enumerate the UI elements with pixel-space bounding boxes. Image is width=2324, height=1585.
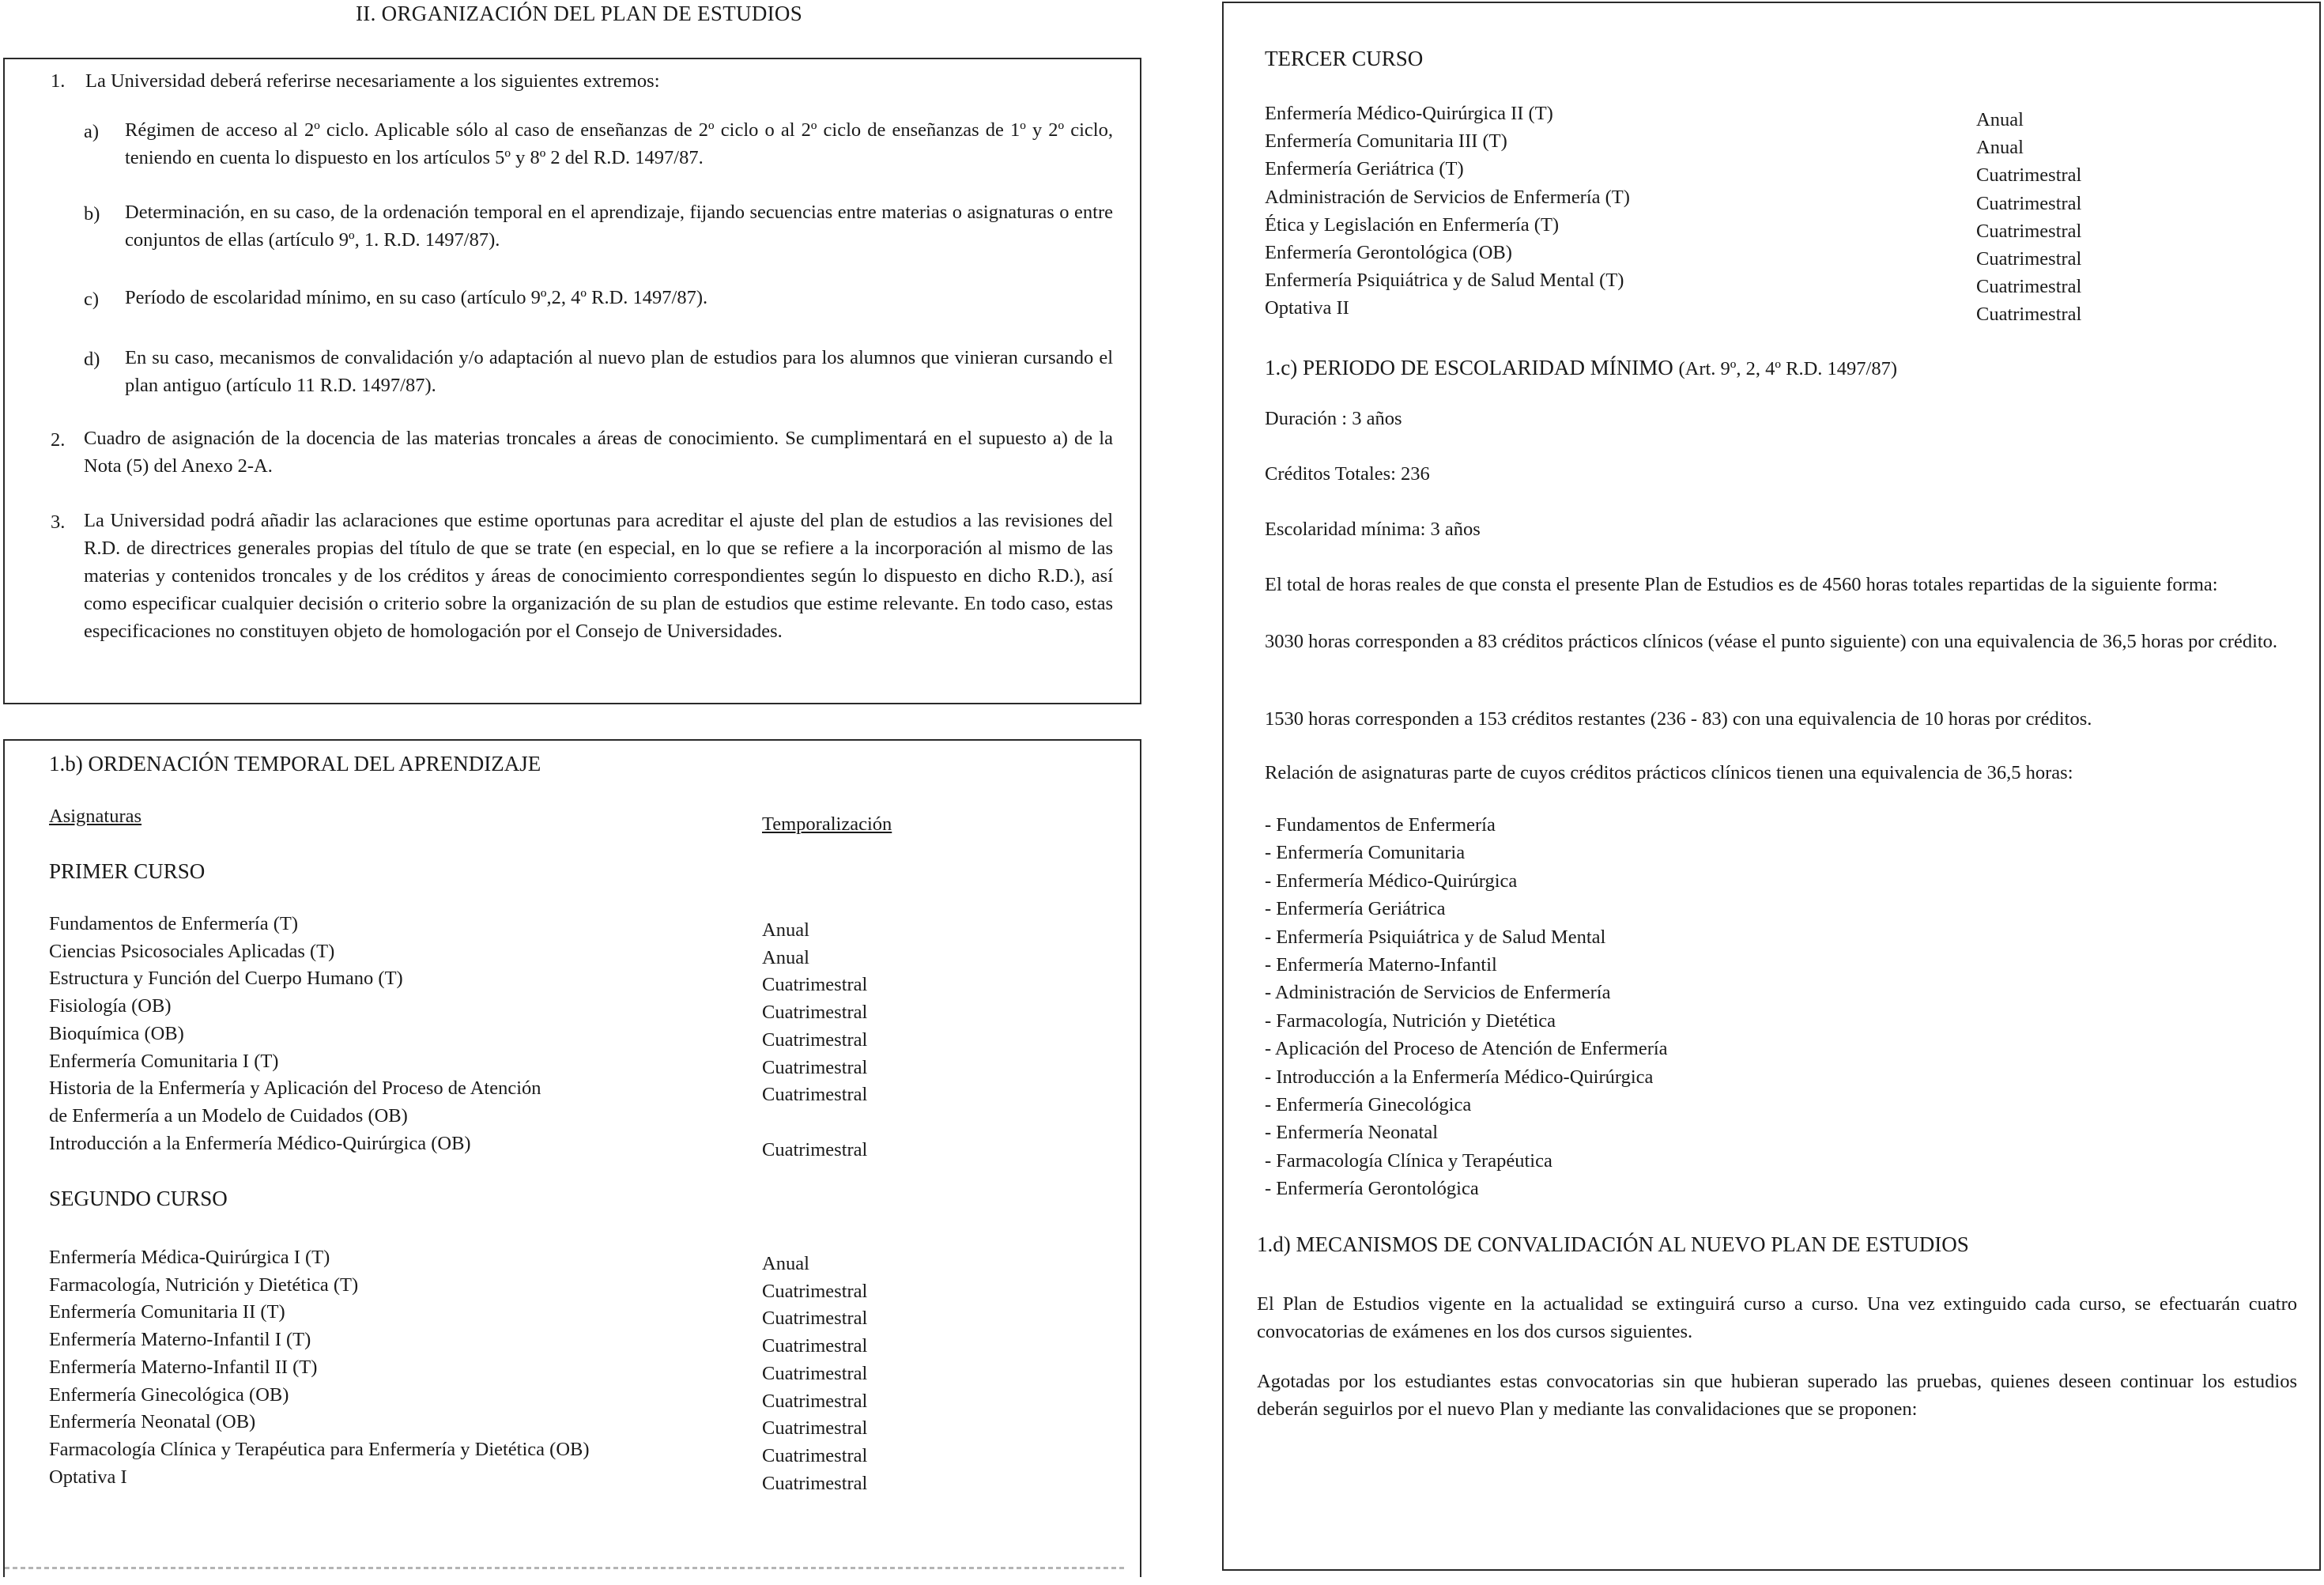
- subject-name: Farmacología, Nutrición y Dietética (T): [49, 1274, 359, 1296]
- subject-temporalizacion: Cuatrimestral: [762, 1308, 868, 1330]
- subject-name: Enfermería Geriátrica (T): [1265, 158, 1464, 180]
- subject-temporalizacion: Cuatrimestral: [762, 1280, 868, 1302]
- note-item-text: En su caso, mecanismos de convalidación y/o adaptación al nuevo plan de estudios para los alumnos que vinieran cursando el plan antiguo (artículo 11 R.D. 1497/87).: [125, 347, 1113, 396]
- subject-name: Introducción a la Enfermería Médico-Quirúrgica (OB): [49, 1132, 471, 1154]
- subject-name: Optativa I: [49, 1466, 127, 1488]
- subject-temporalizacion: Anual: [762, 946, 809, 968]
- escolaridad-minima-text: Escolaridad mínima: 3 años: [1265, 519, 1481, 540]
- subject-name: de Enfermería a un Modelo de Cuidados (OB): [49, 1104, 408, 1126]
- ordenacion-box: [3, 739, 1141, 1577]
- note-3-text: La Universidad podrá añadir las aclaraciones que estime oportunas para acreditar el ajuste del plan de estudios a las revisiones del R.D. de directrices generales propias del título de que se trate (en especial, en lo que se refiere a la incorporación al mismo de las materias y contenidos troncales y de los créditos y áreas de conocimiento correspondientes según lo dispuesto en dicho R.D.), así como especificar cualquier decisión o criterio sobre la organización de su plan de estudios que estime relevante. En todo caso, estas especificaciones no constituyen objeto de homologación por el Consejo de Universidades.: [84, 510, 1113, 642]
- escolaridad-heading: [1265, 356, 1897, 380]
- subject-temporalizacion: Cuatrimestral: [762, 1335, 868, 1357]
- subject-temporalizacion: Cuatrimestral: [762, 1028, 868, 1051]
- subject-name: Ciencias Psicosociales Aplicadas (T): [49, 940, 335, 962]
- list-item: - Enfermería Médico-Quirúrgica: [1265, 870, 1518, 892]
- note-item-text: Período de escolaridad mínimo, en su caso (artículo 9º,2, 4º R.D. 1497/87).: [125, 287, 708, 308]
- list-item: - Enfermería Gerontológica: [1265, 1178, 1479, 1200]
- subject-name: Administración de Servicios de Enfermería (T): [1265, 186, 1630, 208]
- subject-temporalizacion: Cuatrimestral: [762, 1390, 868, 1412]
- note-item-text: Régimen de acceso al 2º ciclo. Aplicable sólo al caso de enseñanzas de 2º ciclo o al 2º ciclo de enseñanzas de 1º y 2º ciclo, teniendo en cuenta lo dispuesto en los artículos 5º y 8º 2 del R.D. 1497/87.: [125, 119, 1113, 168]
- subject-name: Enfermería Materno-Infantil I (T): [49, 1329, 311, 1351]
- convalidacion-paragraph-2: Agotadas por los estudiantes estas convocatorias sin que hubieran superado las pruebas, quienes deseen continuar los estudios deberán seguirlos por el nuevo Plan y mediante las convalidaciones que se proponen:: [1257, 1371, 2297, 1420]
- subject-name: Enfermería Comunitaria I (T): [49, 1050, 279, 1072]
- list-item: - Enfermería Ginecológica: [1265, 1094, 1472, 1115]
- escolaridad-heading-text: 1.c) PERIODO DE ESCOLARIDAD MÍNIMO: [1265, 356, 1673, 379]
- subject-name: Fundamentos de Enfermería (T): [49, 913, 298, 934]
- subject-name: Optativa II: [1265, 297, 1349, 319]
- subject-temporalizacion: Anual: [762, 919, 809, 941]
- scan-artifact-line: [5, 1567, 1127, 1569]
- note-number-3: 3.: [51, 511, 66, 533]
- subject-temporalizacion: Cuatrimestral: [762, 1417, 868, 1440]
- subject-name: Enfermería Materno-Infantil II (T): [49, 1356, 318, 1378]
- subject-temporalizacion: Cuatrimestral: [762, 1362, 868, 1384]
- subject-name: Estructura y Función del Cuerpo Humano (T): [49, 968, 403, 990]
- escolaridad-heading-ref: (Art. 9º, 2, 4º R.D. 1497/87): [1678, 358, 1897, 379]
- subject-temporalizacion: Cuatrimestral: [762, 1138, 868, 1160]
- note-item-label: b): [84, 203, 100, 225]
- list-item: - Farmacología Clínica y Terapéutica: [1265, 1149, 1552, 1172]
- subject-name: Historia de la Enfermería y Aplicación del Proceso de Atención: [49, 1077, 541, 1100]
- note-item-text: Determinación, en su caso, de la ordenación temporal en el aprendizaje, fijando secuencias entre materias o asignaturas o entre conjuntos de ellas (artículo 9º, 1. R.D. 1497/87).: [125, 202, 1113, 251]
- page-title: II. ORGANIZACIÓN DEL PLAN DE ESTUDIOS: [356, 2, 803, 25]
- subject-name: Fisiología (OB): [49, 995, 172, 1017]
- subject-temporalizacion: Cuatrimestral: [762, 1472, 868, 1494]
- list-item: - Enfermería Materno-Infantil: [1265, 954, 1497, 976]
- list-item: - Enfermería Psiquiátrica y de Salud Mental: [1265, 926, 1606, 948]
- right-page-box: [1222, 2, 2321, 1571]
- subject-temporalizacion: Anual: [1976, 109, 2024, 130]
- list-item: - Fundamentos de Enfermería: [1265, 814, 1496, 836]
- subject-temporalizacion: Cuatrimestral: [762, 1444, 868, 1466]
- convalidacion-heading: 1.d) MECANISMOS DE CONVALIDACIÓN AL NUEVO PLAN DE ESTUDIOS: [1257, 1232, 1969, 1256]
- instructions-box: [3, 58, 1141, 704]
- primer-curso-title: PRIMER CURSO: [49, 859, 206, 883]
- note-item-label: a): [84, 121, 100, 142]
- subject-temporalizacion: Cuatrimestral: [762, 1056, 868, 1078]
- subject-temporalizacion: Cuatrimestral: [1976, 192, 2082, 214]
- horas-restantes-paragraph: 1530 horas corresponden a 153 créditos restantes (236 - 83) con una equivalencia de 10 horas por créditos.: [1265, 708, 2092, 730]
- subject-name: Bioquímica (OB): [49, 1022, 184, 1044]
- subject-name: Farmacología Clínica y Terapéutica para Enfermería y Dietética (OB): [49, 1438, 590, 1460]
- subject-temporalizacion: Cuatrimestral: [762, 1002, 868, 1024]
- col-header-subjects: Asignaturas: [49, 806, 142, 827]
- subject-temporalizacion: Cuatrimestral: [1976, 304, 2082, 326]
- list-item: - Administración de Servicios de Enfermería: [1265, 982, 1611, 1004]
- subject-name: Enfermería Comunitaria III (T): [1265, 130, 1507, 153]
- duracion-text: Duración : 3 años: [1265, 408, 1402, 429]
- note-number-1: 1.: [51, 70, 66, 92]
- subject-temporalizacion: Cuatrimestral: [1976, 164, 2082, 187]
- subject-temporalizacion: Cuatrimestral: [762, 974, 868, 996]
- note-item-label: c): [84, 289, 100, 310]
- note-2-text: Cuadro de asignación de la docencia de las materias troncales a áreas de conocimiento. Se cumplimentará en el supuesto a) de la Nota (5) del Anexo 2-A.: [84, 428, 1113, 477]
- subject-temporalizacion: Anual: [1976, 137, 2024, 159]
- list-item: - Enfermería Neonatal: [1265, 1122, 1439, 1144]
- subject-name: Enfermería Neonatal (OB): [49, 1411, 256, 1433]
- subject-name: Enfermería Ginecológica (OB): [49, 1383, 289, 1406]
- list-item: - Enfermería Comunitaria: [1265, 842, 1466, 864]
- tercer-curso-title: TERCER CURSO: [1265, 47, 1424, 70]
- subject-name: Enfermería Psiquiátrica y de Salud Mental (T): [1265, 270, 1624, 292]
- subject-temporalizacion: Anual: [762, 1253, 809, 1274]
- subject-temporalizacion: Cuatrimestral: [1976, 248, 2082, 270]
- subject-temporalizacion: Cuatrimestral: [1976, 220, 2082, 242]
- horas-practicas-paragraph: 3030 horas corresponden a 83 créditos prácticos clínicos (véase el punto siguiente) con una equivalencia de 36,5 horas por crédito.: [1265, 631, 2278, 652]
- note-number-2: 2.: [51, 429, 66, 451]
- col-header-time: Temporalización: [762, 813, 892, 835]
- relacion-paragraph: Relación de asignaturas parte de cuyos créditos prácticos clínicos tienen una equivalencia de 36,5 horas:: [1265, 762, 2073, 783]
- convalidacion-paragraph-1: El Plan de Estudios vigente en la actualidad se extinguirá curso a curso. Una vez extinguido cada curso, se efectuarán cuatro convocatorias de exámenes en los dos cursos siguientes.: [1257, 1293, 2297, 1342]
- creditos-totales-text: Créditos Totales: 236: [1265, 463, 1430, 485]
- subject-name: Ética y Legislación en Enfermería (T): [1265, 213, 1560, 236]
- subject-name: Enfermería Gerontológica (OB): [1265, 242, 1512, 263]
- subject-name: Enfermería Comunitaria II (T): [49, 1301, 285, 1323]
- list-item: - Farmacología, Nutrición y Dietética: [1265, 1009, 1556, 1032]
- note-item-label: d): [84, 349, 100, 370]
- note-1-text: La Universidad deberá referirse necesariamente a los siguientes extremos:: [85, 70, 660, 92]
- list-item: - Introducción a la Enfermería Médico-Quirúrgica: [1265, 1066, 1654, 1088]
- ordenacion-heading: 1.b) ORDENACIÓN TEMPORAL DEL APRENDIZAJE: [49, 752, 541, 776]
- horas-totales-paragraph: El total de horas reales de que consta el presente Plan de Estudios es de 4560 horas totales repartidas de la siguiente forma:: [1265, 574, 2218, 595]
- subject-name: Enfermería Médico-Quirúrgica II (T): [1265, 103, 1553, 124]
- list-item: - Aplicación del Proceso de Atención de Enfermería: [1265, 1038, 1668, 1060]
- list-item: - Enfermería Geriátrica: [1265, 898, 1446, 920]
- subject-temporalizacion: Cuatrimestral: [762, 1084, 868, 1106]
- segundo-curso-title: SEGUNDO CURSO: [49, 1187, 228, 1210]
- subject-temporalizacion: Cuatrimestral: [1976, 276, 2082, 298]
- subject-name: Enfermería Médica-Quirúrgica I (T): [49, 1247, 330, 1268]
